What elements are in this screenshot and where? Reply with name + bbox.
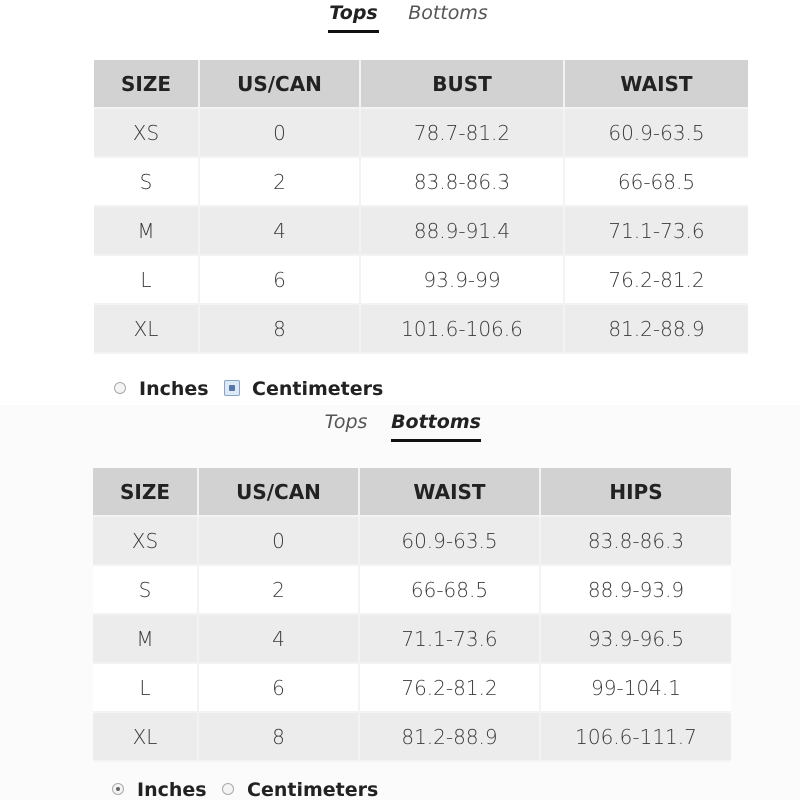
unit-option-centimeters[interactable] (224, 375, 399, 403)
waist-cell: 71.1-73.6 (565, 207, 748, 256)
column-header: HIPS (541, 468, 731, 517)
unit-label: Inches (139, 378, 209, 400)
us-can-cell: 6 (200, 256, 361, 305)
table-row (94, 256, 748, 305)
size-cell: L (93, 664, 199, 713)
size-cell: L (94, 256, 200, 305)
hips-cell: 99-104.1 (541, 664, 731, 713)
column-header: US/CAN (199, 468, 360, 517)
table-header-row (94, 60, 748, 109)
us-can-cell: 0 (199, 517, 360, 566)
us-can-cell: 8 (200, 305, 361, 354)
tab-bottoms[interactable]: Bottoms (408, 2, 488, 24)
bust-cell: 93.9-99 (361, 256, 565, 305)
unit-label: Centimeters (252, 378, 384, 400)
table-row (94, 158, 748, 207)
radio-centimeters[interactable] (222, 783, 234, 795)
table-row (93, 566, 731, 615)
hips-cell: 106.6-111.7 (541, 713, 731, 762)
table-row (94, 207, 748, 256)
waist-cell: 66-68.5 (565, 158, 748, 207)
hips-cell: 83.8-86.3 (541, 517, 731, 566)
tab-tops[interactable]: Tops (324, 411, 368, 433)
radio-centimeters[interactable] (224, 380, 240, 396)
tab-tops[interactable]: Tops (328, 0, 379, 33)
table-row (94, 305, 748, 354)
radio-inches[interactable] (112, 783, 124, 795)
unit-label: Inches (137, 779, 207, 801)
waist-cell: 76.2-81.2 (565, 256, 748, 305)
us-can-cell: 2 (199, 566, 360, 615)
size-cell: XS (93, 517, 199, 566)
size-cell: M (94, 207, 200, 256)
size-table (93, 468, 731, 762)
waist-cell: 66-68.5 (360, 566, 541, 615)
bottoms-size-chart-panel (0, 405, 800, 800)
table-row (93, 713, 731, 762)
table-row (93, 664, 731, 713)
us-can-cell: 4 (200, 207, 361, 256)
waist-cell: 81.2-88.9 (565, 305, 748, 354)
us-can-cell: 4 (199, 615, 360, 664)
unit-option-inches[interactable] (112, 375, 212, 403)
size-cell: XL (94, 305, 200, 354)
waist-cell: 60.9-63.5 (565, 109, 748, 158)
us-can-cell: 8 (199, 713, 360, 762)
size-cell: XL (93, 713, 199, 762)
tab-bottoms[interactable]: Bottoms (391, 409, 481, 442)
bust-cell: 83.8-86.3 (361, 158, 565, 207)
size-cell: S (93, 566, 199, 615)
column-header: WAIST (360, 468, 541, 517)
bust-cell: 78.7-81.2 (361, 109, 565, 158)
size-table (94, 60, 748, 354)
table-row (94, 109, 748, 158)
unit-selector (112, 375, 412, 403)
size-cell: XS (94, 109, 200, 158)
column-header: BUST (361, 60, 565, 109)
table-header-row (93, 468, 731, 517)
column-header: US/CAN (200, 60, 361, 109)
us-can-cell: 2 (200, 158, 361, 207)
table-row (93, 615, 731, 664)
bust-cell: 101.6-106.6 (361, 305, 565, 354)
us-can-cell: 6 (199, 664, 360, 713)
column-header: SIZE (93, 468, 199, 517)
bust-cell: 88.9-91.4 (361, 207, 565, 256)
waist-cell: 81.2-88.9 (360, 713, 541, 762)
size-cell: S (94, 158, 200, 207)
hips-cell: 88.9-93.9 (541, 566, 731, 615)
table-row (93, 517, 731, 566)
waist-cell: 60.9-63.5 (360, 517, 541, 566)
column-header: SIZE (94, 60, 200, 109)
waist-cell: 76.2-81.2 (360, 664, 541, 713)
us-can-cell: 0 (200, 109, 361, 158)
size-cell: M (93, 615, 199, 664)
column-header: WAIST (565, 60, 748, 109)
radio-inches[interactable] (114, 382, 126, 394)
unit-label: Centimeters (247, 779, 379, 801)
waist-cell: 71.1-73.6 (360, 615, 541, 664)
hips-cell: 93.9-96.5 (541, 615, 731, 664)
